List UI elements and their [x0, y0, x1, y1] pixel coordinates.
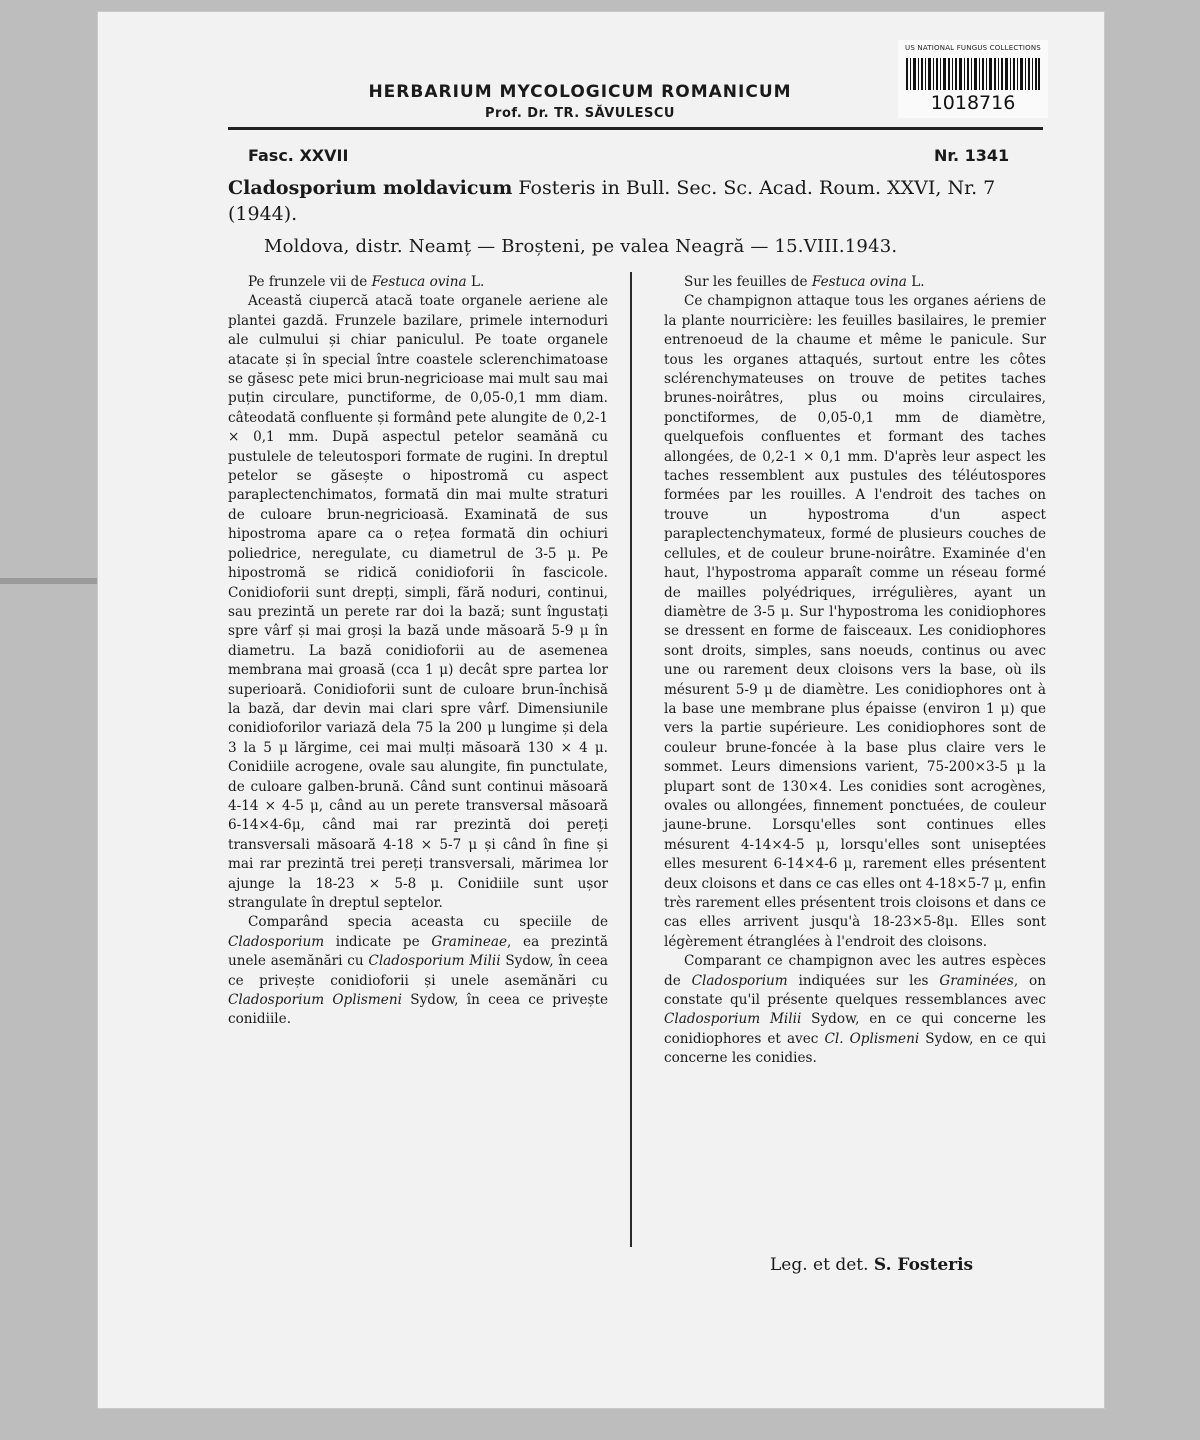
- host-line-fr: Sur les feuilles de Festuca ovina L.: [684, 274, 925, 290]
- barcode-label: [898, 40, 1048, 118]
- fascicle-label: Fasc. XXVII: [248, 146, 349, 165]
- species-heading: [228, 175, 1043, 227]
- collector-signature: Leg. et det. S. Fosteris: [770, 1255, 974, 1275]
- species-citation: Fosteris in Bull. Sec. Sc. Acad. Roum. XXVI, Nr. 7 (1944).: [228, 177, 996, 225]
- comparison-paragraph-ro: Comparând specia aceasta cu speciile de Cladosporium indicate pe Gramineae, ea prezintă unele asemănări cu Cladosporium Milii Sydow, în ceea ce privește conidioforii și unele asemănări cu Cladosporium Oplismeni Sydow, în ceea ce privește conidiile.: [228, 914, 608, 1028]
- host-name-fr: Festuca ovina: [811, 274, 907, 290]
- species-name: Cladosporium moldavicum: [228, 177, 513, 199]
- host-name-ro: Festuca ovina: [371, 274, 467, 290]
- barcode-caption: US NATIONAL FUNGUS COLLECTIONS: [905, 44, 1041, 52]
- romanian-description: [228, 273, 608, 1030]
- collector-name: S. Fosteris: [873, 1255, 974, 1275]
- herbarium-author: Prof. Dr. TR. SĂVULESCU: [485, 106, 675, 121]
- header-divider: [228, 127, 1043, 130]
- french-description: [664, 273, 1046, 1069]
- column-divider: [630, 272, 632, 1247]
- description-paragraph-fr: Ce champignon attaque tous les organes aériens de la plante nourricière: les feuilles basilaires, le premier entrenoeud de la chaume et même le panicule. Sur tous les organes attaqués, surtout entre les côtes sclérenchymateuses on trouve de petites taches brunes-noirâtres, plus ou moins circulaires, ponctiformes, de 0,05-0,1 mm de diamètre, quelquefois confluentes et formant des taches allongées, de 0,2-1 × 0,1 mm. D'après leur aspect les taches ressemblent aux pustules des téléutospores formées par les rouilles. A l'endroit des taches on trouve un hypostroma d'un aspect paraplectenchymateux, formé de plusieurs couches de cellules, et de couleur brune-noirâtre. Examinée d'en haut, l'hypostroma apparaît comme un réseau formé de mailles polyédriques, irrégulières, ayant un diamètre de 3-5 μ. Sur l'hypostroma les conidiophores se dressent en forme de faisceaux. Les conidiophores sont droits, simples, sans noeuds, continus ou avec une ou rarement deux cloisons vers la base, où ils mésurent 5-9 μ de diamètre. Les conidiophores ont à la base une membrane plus épaisse (environ 1 μ) que vers la partie supérieure. Les conidiophores sont de couleur brune-foncée à la base plus claire vers le sommet. Leurs dimensions varient, 75-200×3-5 μ la plupart sont de 130×4. Les conidies sont acrogènes, ovales ou allongées, finnement ponctuées, de couleur jaune-brune. Lorsqu'elles sont continues elles mésurent 4-14×4-5 μ, lorsqu'elles sont uniseptées elles mesurent 6-14×4-6 μ, rarement elles présentent deux cloisons et dans ce cas elles ont 4-18×5-7 μ, enfin très rarement elles présentent trois cloisons et dans ce cas elles arrivent jusqu'à 18-23×5-8μ. Elles sont légèrement étranglées à l'endroit des cloisons.: [664, 293, 1046, 950]
- description-paragraph-ro: Această ciupercă atacă toate organele aeriene ale plantei gazdă. Frunzele bazilare, primele internoduri ale culmului și chiar paniculul. Pe toate organele atacate și în special între coastele sclerenchimatoase se găsesc pete mici brun-negricioase mai mult sau mai puțin circulare, punctiforme, de 0,05-0,1 mm diam. câteodată confluente și formând pete alungite de 0,2-1 × 0,1 mm. După aspectul petelor seamănă cu pustulele de teleutospori formate de rugini. In dreptul petelor se găsește o hipostromă cu aspect paraplectenchimatos, formată din mai multe straturi de culoare brun-negricioasă. Examinată de sus hipostroma apare ca o rețea formată din ochiuri poliedrice, neregulate, cu diametrul de 3-5 μ. Pe hipostromă se ridică conidioforii în fascicole. Conidioforii sunt drepți, simpli, fără noduri, continui, sau prezintă un perete rar doi la bază; sunt îngustați spre vârf și mai groși la bază unde măsoară 5-9 μ în diametru. La bază conidioforii au de asemenea membrana mai groasă (cca 1 μ) decât spre partea lor superioară. Conidioforii sunt de culoare brun-închisă la bază, dar devin mai clari spre vârf. Dimensiunile conidioforilor variază dela 75 la 200 μ lungime și dela 3 la 5 μ lărgime, cei mai mulți măsoară 130 × 4 μ. Conidiile acrogene, ovale sau alungite, fin punctulate, de culoare galben-brună. Când sunt continui măsoară 4-14 × 4-5 μ, când au un perete transversal măsoară 6-14×4-6μ, când mai rar prezintă doi pereți transversali măsoară 4-18 × 5-7 μ și când în fine și mai rar prezintă trei pereți transversali, mărimea lor ajunge la 18-23 × 5-8 μ. Conidiile sunt ușor strangulate în dreptul septelor.: [228, 293, 608, 911]
- barcode-icon: [906, 58, 1040, 90]
- comparison-paragraph-fr: Comparant ce champignon avec les autres espèces de Cladosporium indiquées sur les Graminées, on constate qu'il présente quelques ressemblances avec Cladosporium Milii Sydow, en ce qui concerne les conidiophores et avec Cl. Oplismeni Sydow, en ce qui concerne les conidies.: [664, 953, 1046, 1067]
- barcode-number: 1018716: [930, 92, 1016, 114]
- herbarium-title: HERBARIUM MYCOLOGICUM ROMANICUM: [368, 82, 792, 102]
- collection-locality: Moldova, distr. Neamț — Broșteni, pe valea Neagră — 15.VIII.1943.: [264, 236, 898, 257]
- host-line-ro: Pe frunzele vii de Festuca ovina L.: [248, 274, 485, 290]
- specimen-number: Nr. 1341: [934, 146, 1010, 165]
